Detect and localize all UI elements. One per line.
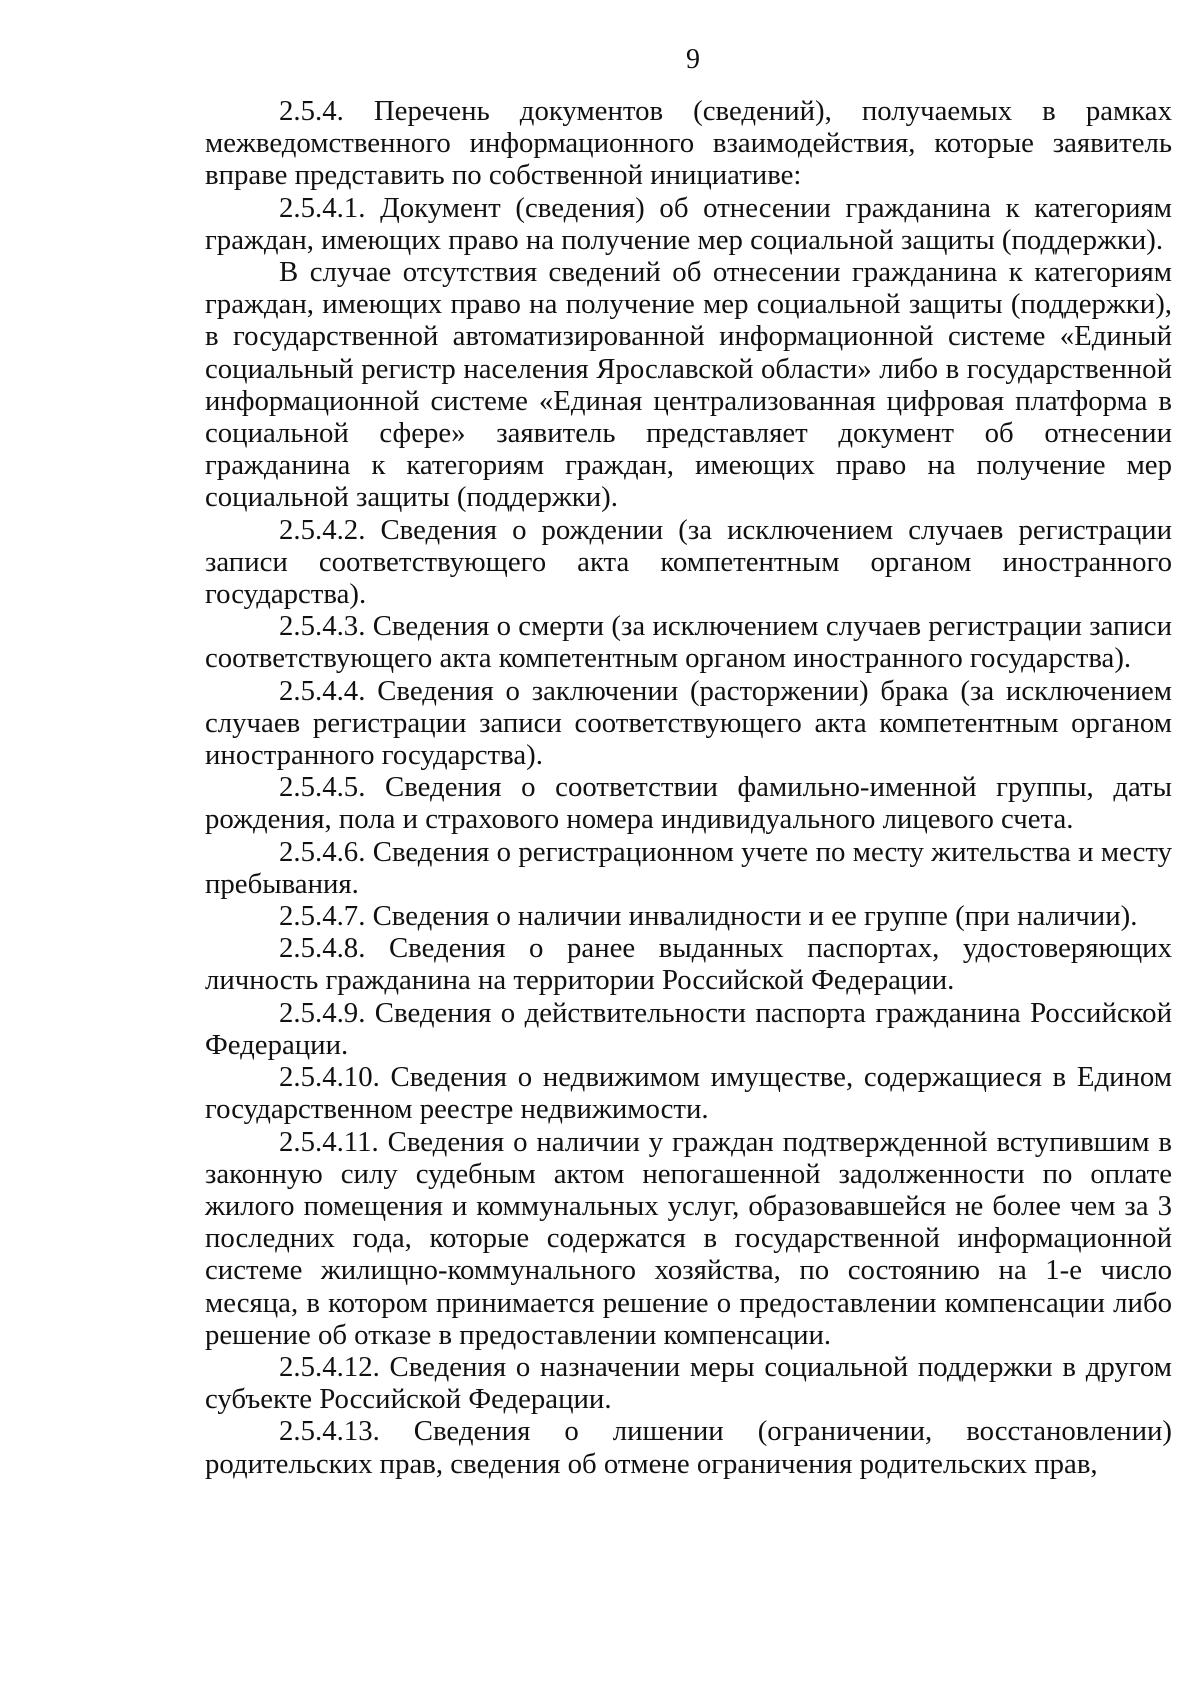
paragraph-2-5-4-4: 2.5.4.4. Сведения о заключении (расторжении) брака (за исключением случаев регистрации записи соответствующего акта компетентным органом иностранного государства). (205, 674, 1172, 772)
document-body (205, 95, 1172, 1480)
paragraph-2-5-4-3: 2.5.4.3. Сведения о смерти (за исключением случаев регистрации записи соответствующего акта компетентным органом иностранного государства). (205, 610, 1172, 675)
paragraph-2-5-4: 2.5.4. Перечень документов (сведений), получаемых в рамках межведомственного информационного взаимодействия, которые заявитель вправе представить по собственной инициативе: (205, 95, 1172, 192)
paragraph-absence-of-info: В случае отсутствия сведений об отнесении гражданина к категориям граждан, имеющих право на получение мер социальной защиты (поддержки), в государственной автоматизированной информационной системе «Единый социальный регистр населения Ярославской области» либо в государственной информационной системе «Единая централизованная цифровая платформа в социальной сфере» заявитель представляет документ об отнесении гражданина к категориям граждан, имеющих право на получение мер социальной защиты (поддержки). (205, 256, 1172, 514)
paragraph-2-5-4-1: 2.5.4.1. Документ (сведения) об отнесении гражданина к категориям граждан, имеющих право на получение мер социальной защиты (поддержки). (205, 191, 1172, 256)
paragraph-2-5-4-2: 2.5.4.2. Сведения о рождении (за исключением случаев регистрации записи соответствующего акта компетентным органом иностранного государства). (205, 513, 1172, 611)
paragraph-2-5-4-8: 2.5.4.8. Сведения о ранее выданных паспортах, удостоверяющих личность гражданина на территории Российской Федерации. (205, 932, 1172, 997)
paragraph-2-5-4-5: 2.5.4.5. Сведения о соответствии фамильно-именной группы, даты рождения, пола и страхового номера индивидуального лицевого счета. (205, 771, 1172, 836)
paragraph-2-5-4-11: 2.5.4.11. Сведения о наличии у граждан подтвержденной вступившим в законную силу судебным актом непогашенной задолженности по оплате жилого помещения и коммунальных услуг, образовавшейся не более чем за 3 последних года, которые содержатся в государственной информационной системе жилищно-коммунального хозяйства, по состоянию на 1-е число месяца, в котором принимается решение о предоставлении компенсации либо решение об отказе в предоставлении компенсации. (205, 1125, 1172, 1351)
page-number: 9 (686, 44, 700, 75)
paragraph-2-5-4-9: 2.5.4.9. Сведения о действительности паспорта гражданина Российской Федерации. (205, 996, 1172, 1061)
paragraph-2-5-4-12: 2.5.4.12. Сведения о назначении меры социальной поддержки в другом субъекте Российской Федерации. (205, 1350, 1172, 1416)
paragraph-2-5-4-13: 2.5.4.13. Сведения о лишении (ограничении, восстановлении) родительских прав, сведения об отмене ограничения родительских прав, (205, 1415, 1172, 1480)
paragraph-2-5-4-10: 2.5.4.10. Сведения о недвижимом имуществе, содержащиеся в Едином государственном реестре недвижимости. (205, 1061, 1172, 1126)
paragraph-2-5-4-6: 2.5.4.6. Сведения о регистрационном учете по месту жительства и месту пребывания. (205, 835, 1172, 900)
paragraph-2-5-4-7: 2.5.4.7. Сведения о наличии инвалидности и ее группе (при наличии). (279, 900, 1138, 933)
